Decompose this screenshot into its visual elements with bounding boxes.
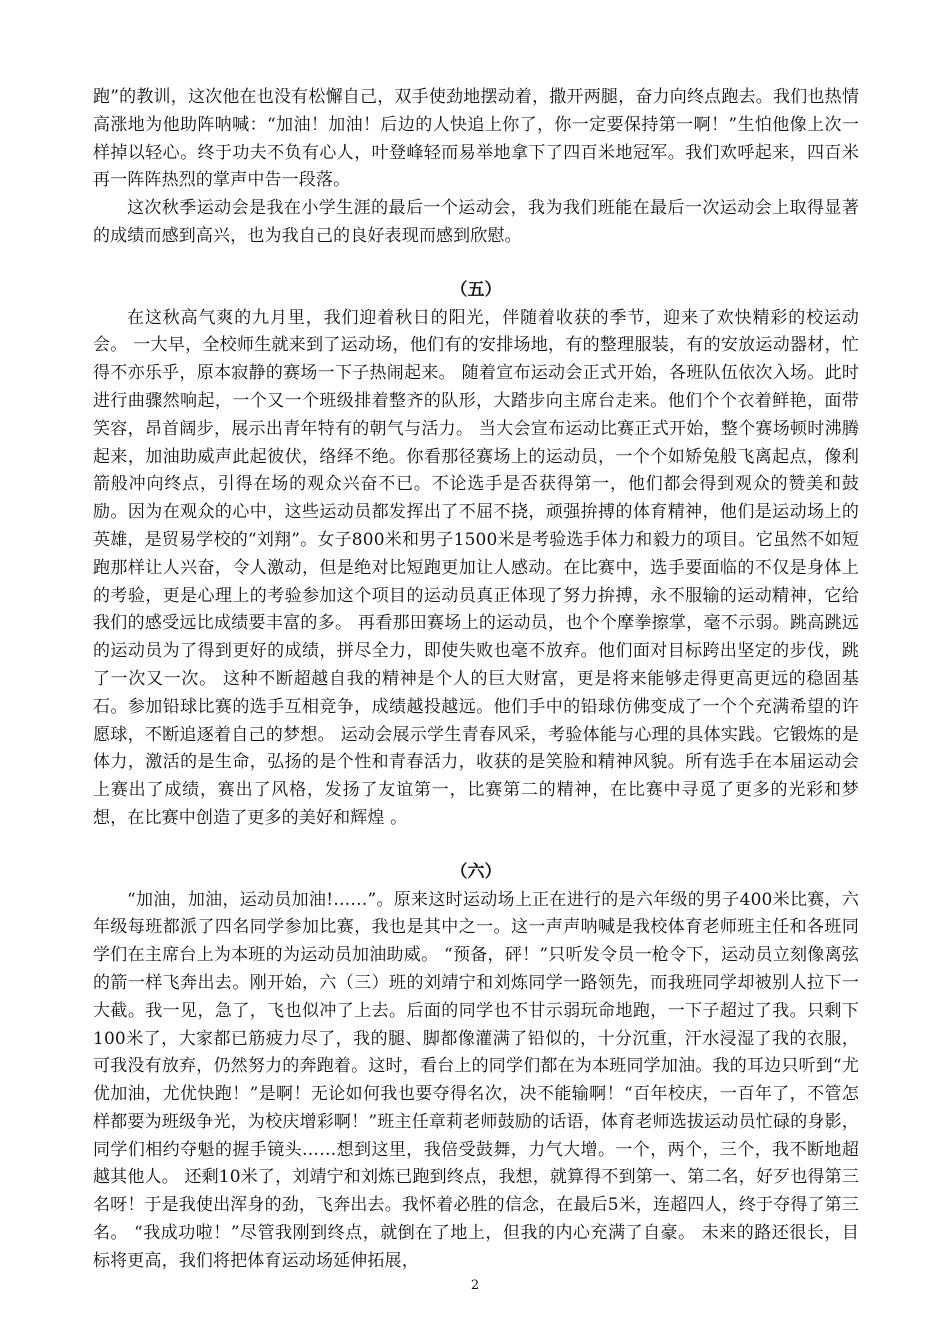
section-6-heading: （六） [450, 861, 502, 882]
section-gap [93, 251, 859, 277]
section-gap [93, 833, 859, 859]
page-number: 2 [470, 1278, 480, 1293]
section-4-paragraph-2: 这次秋季运动会是我在小学生涯的最后一个运动会，我为我们班能在最后一次运动会上取得显著的成绩而感到高兴，也为我自己的良好表现而感到欣慰。 [93, 198, 859, 246]
document-page [93, 84, 859, 1276]
section-4-paragraph-1: 跑”的教训，这次他在也没有松懈自己，双手使劲地摆动着，撒开两腿，奋力向终点跑去。我们也热情高涨地为他助阵呐喊：“加油！加油！后边的人快追上你了，你一定要保持第一啊！”生怕他像上次一样掉以轻心。终于功夫不负有心人，叶登峰轻而易举地拿下了四百米地冠军。我们欢呼起来，四百米再一阵阵热烈的掌声中告一段落。 [93, 87, 859, 191]
section-6-paragraph: “加油，加油，运动员加油!……”。原来这时运动场上正在进行的是六年级的男子400米比赛，六年级每班都派了四名同学参加比赛，我也是其中之一。这一声声呐喊是我校体育老师班主任和各班同学们在主席台上为本班的为运动员加油助威。 “预备，砰！”只听发令员一枪令下，运动员立刻像离弦的箭一样飞奔出去。刚开始，六（三）班的刘靖宁和刘炼同学一路领先，而我班同学却被别人拉下一大截。我一见，急了，飞也似冲了上去。后面的同学也不甘示弱玩命地跑，一下子超过了我。只剩下100米了，大家都已筋疲力尽了，我的腿、脚都像灌满了铅似的，十分沉重，汗水浸湿了我的衣服，可我没有放弃，仍然努力的奔跑着。这时，看台上的同学们都在为本班同学加油。我的耳边只听到“尤优加油，尤优快跑！”是啊！无论如何我也要夺得名次，决不能输啊！“百年校庆，一百年了，不管怎样都要为班级争光，为校庆增彩啊！”班主任章莉老师鼓励的话语，体育老师选拔运动员忙碌的身影，同学们相约夺魁的握手镜头……想到这里，我倍受鼓舞，力气大增。一个，两个，三个，我不断地超越其他人。 还剩10米了，刘靖宁和刘炼已跑到终点，我想，就算得不到第一、第二名，好歹也得第三名呀！于是我使出浑身的劲，飞奔出去。我怀着必胜的信念，在最后5米，连超四人，终于夺得了第三名。 “我成功啦！”尽管我刚到终点，就倒在了地上，但我的内心充满了自豪。 未来的路还很长，目标将更高，我们将把体育运动场延伸拓展， [93, 889, 859, 1271]
section-5-heading: （五） [450, 279, 502, 300]
section-5-paragraph: 在这秋高气爽的九月里，我们迎着秋日的阳光，伴随着收获的季节，迎来了欢快精彩的校运动会。 一大早，全校师生就来到了运动场，他们有的安排场地，有的整理服装，有的安放运动器材，忙得不亦乐乎，原本寂静的赛场一下子热闹起来。 随着宣布运动会正式开始，各班队伍依次入场。此时进行曲骤然响起，一个又一个班级排着整齐的队形，大踏步向主席台走来。他们个个衣着鲜艳，面带笑容，昂首阔步，展示出青年特有的朝气与活力。 当大会宣布运动比赛正式开始，整个赛场顿时沸腾起来，加油助威声此起彼伏，络绎不绝。你看那径赛场上的运动员，一个个如矫兔般飞离起点，像利箭般冲向终点，引得在场的观众兴奋不已。不论选手是否获得第一，他们都会得到观众的赞美和鼓励。因为在观众的心中，这些运动员都发挥出了不屈不挠，顽强拚搏的体育精神，他们是运动场上的英雄，是贸易学校的“刘翔”。女子800米和男子1500米是考验选手体力和毅力的项目。它虽然不如短跑那样让人兴奋，令人激动，但是绝对比短跑更加让人感动。在比赛中，选手要面临的不仅是身体上的考验，更是心理上的考验参加这个项目的运动员真正体现了努力拚搏，永不服输的运动精神，它给我们的感受远比成绩要丰富的多。 再看那田赛场上的运动员，也个个摩拳擦掌，毫不示弱。跳高跳远的运动员为了得到更好的成绩，拼尽全力，即使失败也毫不放弃。他们面对目标跨出坚定的步伐，跳了一次又一次。 这种不断超越自我的精神是个人的巨大财富，更是将来能够走得更高更远的稳固基石。参加铅球比赛的选手互相竞争，成绩越投越远。他们手中的铅球仿佛变成了一个个充满希望的许愿球，不断追逐着自己的梦想。 运动会展示学生青春风采，考验体能与心理的具体实践。它锻炼的是体力，激活的是生命，弘扬的是个性和青春活力，收获的是笑脸和精神风貌。所有选手在本届运动会上赛出了成绩，赛出了风格，发扬了友谊第一，比赛第二的精神，在比赛中寻觅了更多的光彩和梦想，在比赛中创造了更多的美好和辉煌 。 [93, 307, 859, 828]
